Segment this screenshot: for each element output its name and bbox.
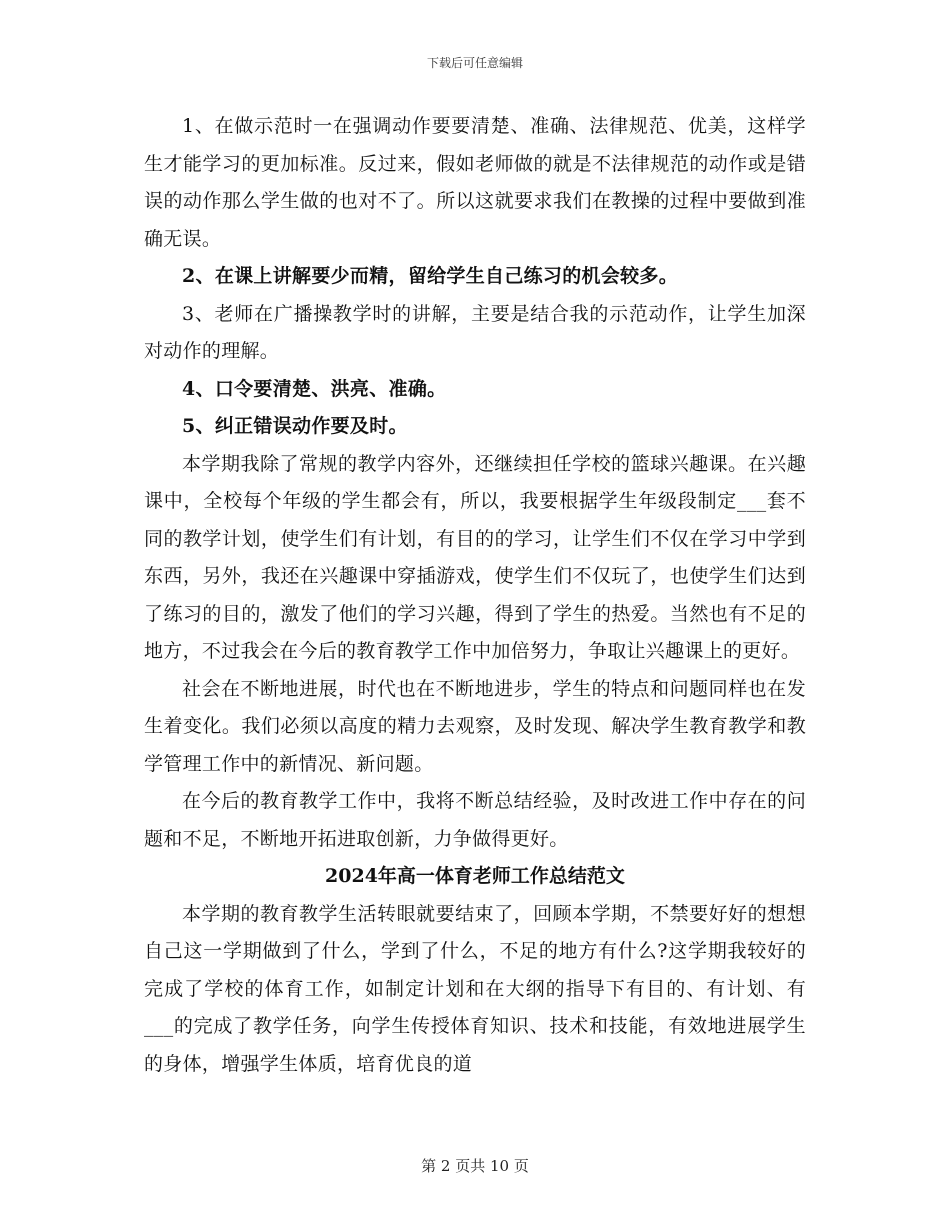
paragraph-9: 本学期的教育教学生活转眼就要结束了，回顾本学期，不禁要好好的想想自己这一学期做到了什么，学到了什么，不足的地方有什么?这学期我较好的完成了学校的体育工作，如制定计划和在大纲的指导下有目的、有计划、有___的完成了教学任务，向学生传授体育知识、技术和技能，有效地进展学生的身体，增强学生体质，培育优良的道: [144, 902, 806, 1075]
paragraph-1: 1、在做示范时一在强调动作要要清楚、准确、法律规范、优美，这样学生才能学习的更加标准。反过来，假如老师做的就是不法律规范的动作或是错误的动作那么学生做的也对不了。所以这就要求我们在教操的过程中要做到准确无误。: [144, 115, 806, 250]
page-footer: 第 2 页共 10 页: [421, 1157, 529, 1175]
page-header: 下载后可任意编辑: [426, 56, 523, 70]
paragraph-3: 3、老师在广播操教学时的讲解，主要是结合我的示范动作，让学生加深对动作的理解。: [144, 302, 806, 362]
document-body: [144, 108, 806, 1083]
paragraph-7: 社会在不断地进展，时代也在不断地进步，学生的特点和问题同样也在发生着变化。我们必须以高度的精力去观察，及时发现、解决学生教育教学和教学管理工作中的新情况、新问题。: [144, 677, 806, 775]
paragraph-2: 2、在课上讲解要少而精，留给学生自己练习的机会较多。: [182, 265, 679, 287]
section-title: 2024年高一体育老师工作总结范文: [325, 865, 625, 887]
paragraph-5: 5、纠正错误动作要及时。: [182, 415, 408, 437]
paragraph-4: 4、口令要清楚、洪亮、准确。: [182, 377, 447, 400]
paragraph-6: 本学期我除了常规的教学内容外，还继续担任学校的篮球兴趣课。在兴趣课中，全校每个年级的学生都会有，所以，我要根据学生年级段制定___套不同的教学计划，使学生们有计划，有目的的学习，让学生们不仅在学习中学到东西，另外，我还在兴趣课中穿插游戏，使学生们不仅玩了，也使学生们达到了练习的目的，激发了他们的学习兴趣，得到了学生的热爱。当然也有不足的地方，不过我会在今后的教育教学工作中加倍努力，争取让兴趣课上的更好。: [144, 452, 806, 662]
paragraph-8: 在今后的教育教学工作中，我将不断总结经验，及时改进工作中存在的问题和不足，不断地开拓进取创新，力争做得更好。: [144, 790, 806, 850]
